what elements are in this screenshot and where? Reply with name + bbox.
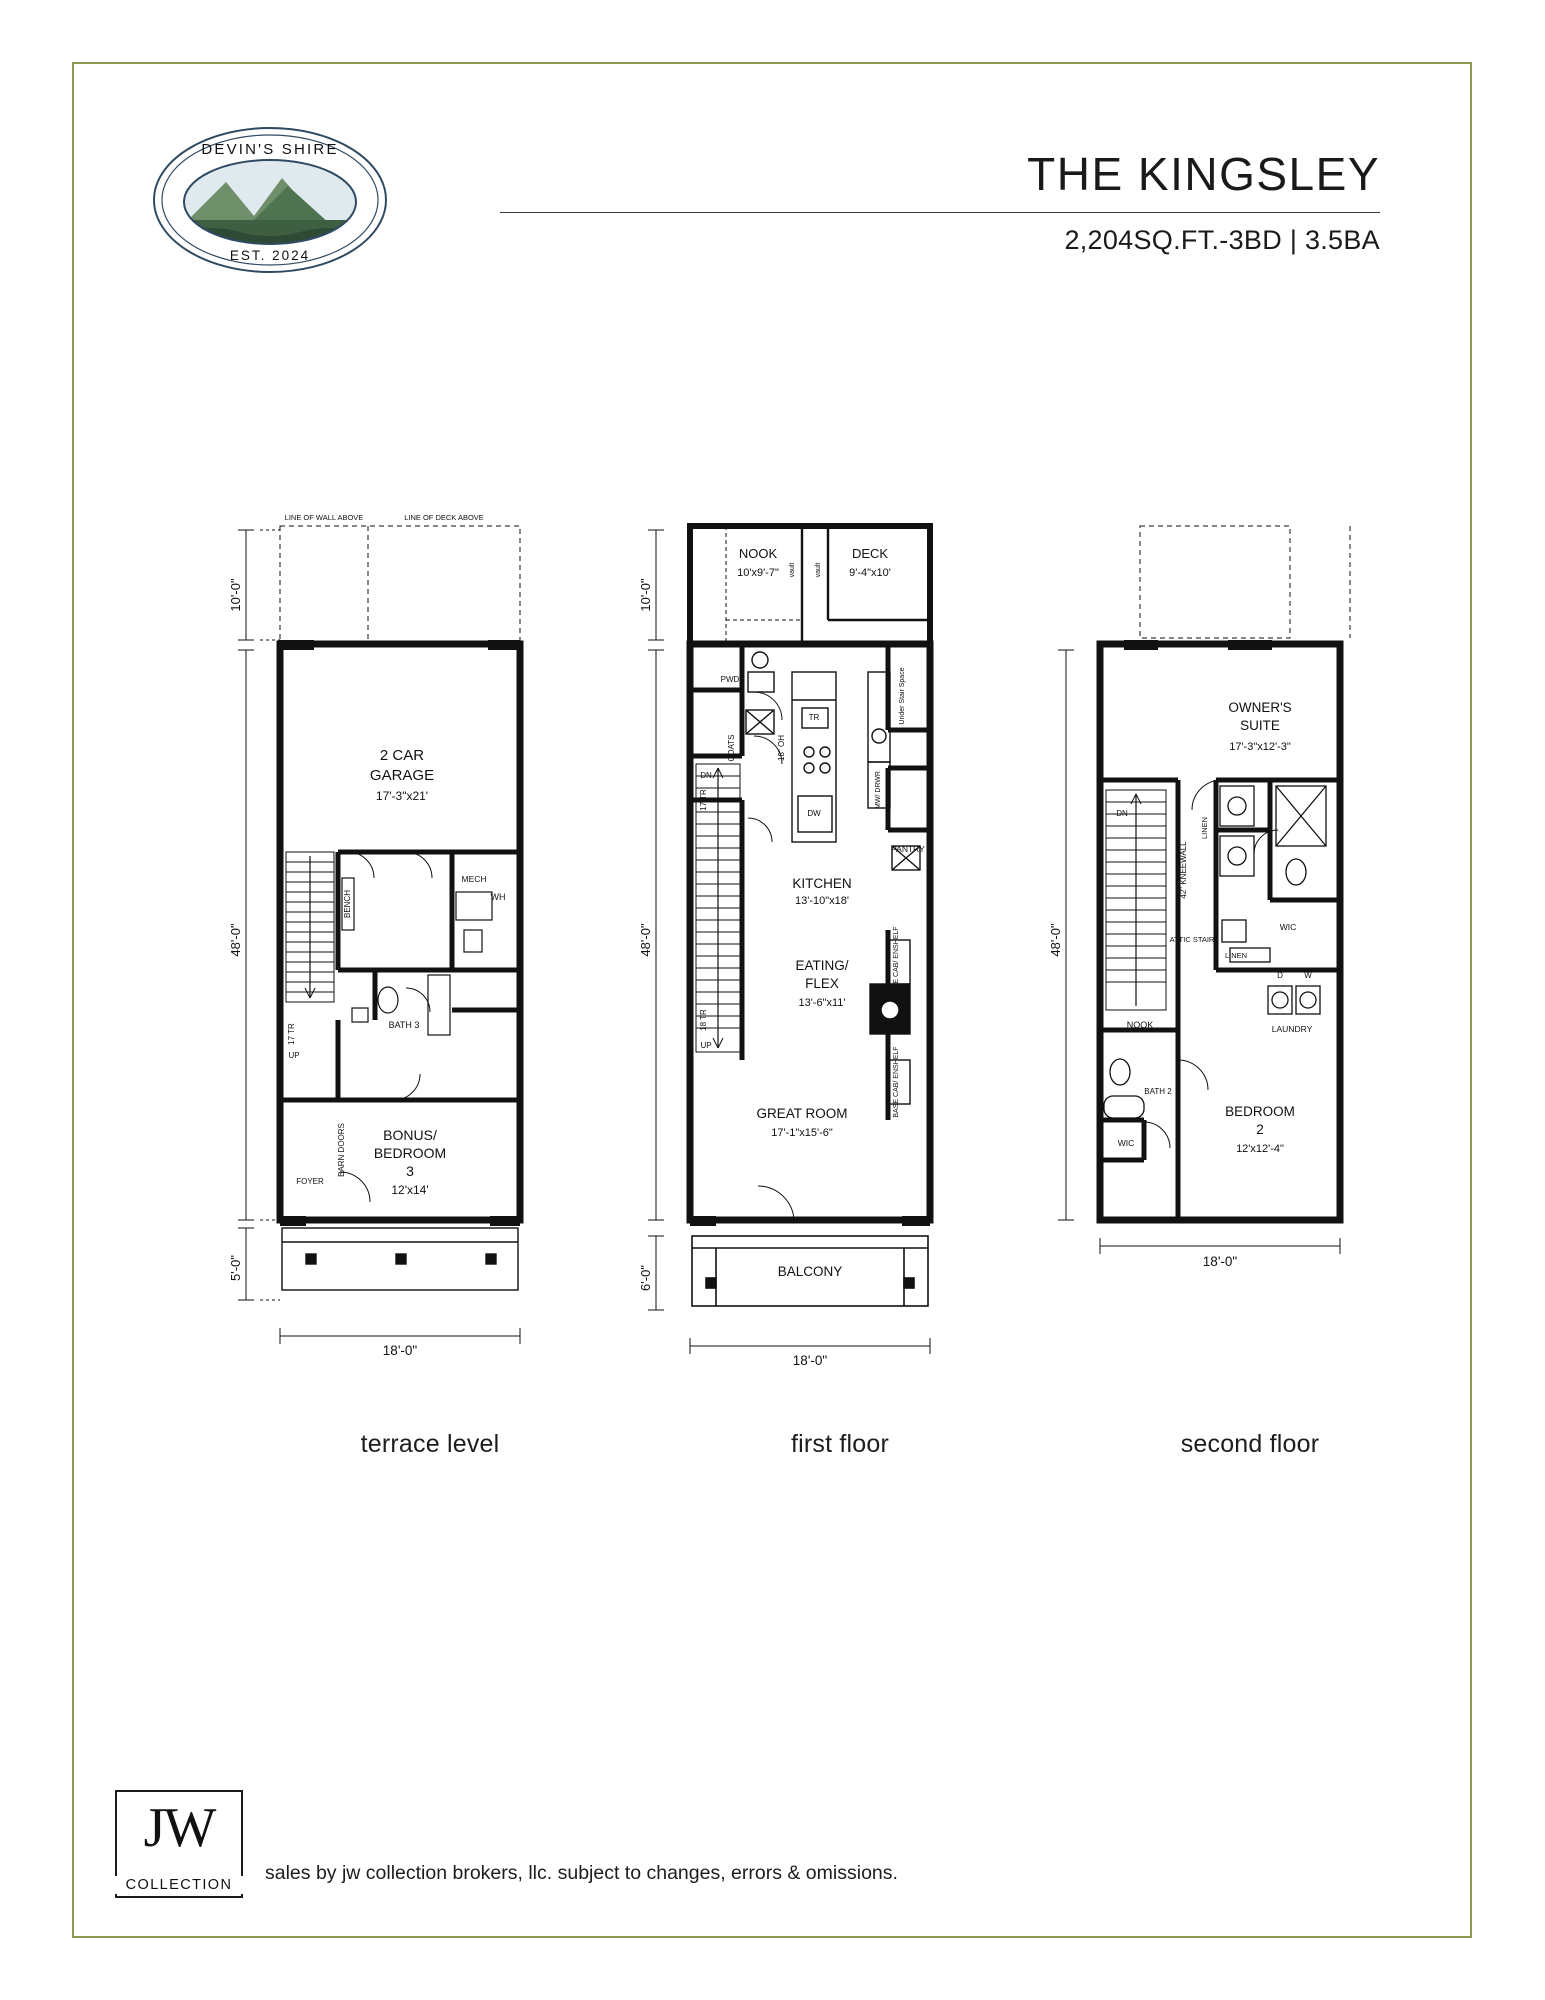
dim-top-left: 10'-0" [638, 578, 653, 612]
floorplan-first-floor [630, 500, 1050, 1500]
note-line-of-wall-above: LINE OF WALL ABOVE [284, 513, 364, 522]
label-mw-drwr: MW/ DRWR [875, 771, 882, 809]
note-line-of-deck-above: LINE OF DECK ABOVE [404, 513, 484, 522]
dim-bottom: 18'-0" [792, 1353, 828, 1368]
label-vault-right: vault [815, 562, 822, 578]
caption-terrace-level: terrace level [360, 1430, 500, 1458]
label-bath-2-line1: BATH 2 [1144, 1087, 1172, 1096]
devins-shire-logo [150, 120, 390, 280]
title-block [500, 150, 1380, 256]
label-dryer: D [1277, 971, 1283, 980]
label-pwd: PWD [720, 675, 740, 684]
disclaimer-text: sales by jw collection brokers, llc. subject to changes, errors & omissions. [265, 1862, 898, 1884]
label-base-cab-upper: BASE CAB/ ENSHELF [893, 926, 900, 998]
label-dn: DN [1116, 809, 1128, 818]
room-eating-size: 13'-6"x11' [798, 997, 846, 1009]
room-balcony-name: BALCONY [777, 1264, 843, 1279]
label-laundry: LAUNDRY [1271, 1024, 1313, 1034]
caption-second-floor: second floor [1180, 1430, 1320, 1458]
label-wh: WH [490, 892, 506, 902]
page-subtitle: 2,204SQ.FT.-3BD | 3.5BA [1064, 225, 1380, 256]
title-divider [500, 212, 1380, 213]
dim-top-left: 10'-0" [228, 578, 243, 612]
logo-title-text: DEVIN'S SHIRE [201, 141, 339, 158]
room-bedroom2-size: 12'x12'-4" [1236, 1143, 1284, 1155]
room-bonus-size: 12'x14' [391, 1183, 429, 1197]
label-washer: W [1304, 971, 1312, 980]
room-kitchen-name: KITCHEN [792, 876, 852, 891]
label-pantry: PANTRY [891, 844, 925, 854]
label-linen-upper: LINEN [1200, 816, 1209, 840]
room-nook-size: 10'x9'-7" [737, 567, 779, 579]
room-garage-size: 17'-3"x21' [375, 789, 429, 803]
room-deck-name: DECK [851, 546, 889, 561]
label-up: UP [288, 1051, 300, 1060]
room-bedroom2-line1: BEDROOM [1225, 1104, 1295, 1119]
logo-graphic [150, 120, 390, 280]
label-17-tr: 17 TR [699, 789, 708, 811]
page-title: THE KINGSLEY [1027, 148, 1380, 200]
jw-logo-word: COLLECTION [115, 1876, 243, 1894]
label-base-cab-lower: BASE CAB/ ENSHELF [893, 1046, 900, 1118]
label-vault-left: vault [789, 562, 796, 578]
floorplan-group [110, 500, 1440, 1500]
room-eating-line1: EATING/ [795, 958, 849, 973]
room-owners-size: 17'-3"x12'-3" [1229, 741, 1291, 753]
room-owners-line2: SUITE [1240, 718, 1280, 733]
room-bonus-line2: BEDROOM [373, 1145, 447, 1161]
caption-first-floor: first floor [790, 1430, 890, 1458]
room-deck-size: 9'-4"x10' [849, 567, 891, 579]
label-17-tr: 17 TR [287, 1023, 296, 1045]
dim-mid-left: 48'-0" [638, 923, 653, 957]
room-garage-line2: GARAGE [369, 767, 435, 784]
room-nook-name: NOOK [738, 546, 778, 561]
label-wic-owner: WIC [1279, 922, 1297, 932]
floorplan-terrace-level [220, 500, 640, 1500]
dim-bottom: 18'-0" [382, 1343, 418, 1358]
label-barn-doors: BARN DOORS [337, 1123, 346, 1177]
label-linen-lower: LINEN [1224, 951, 1248, 960]
jw-collection-logo [115, 1790, 243, 1898]
label-kneewall: 42" KNEEWALL [1179, 841, 1188, 899]
label-foyer: FOYER [296, 1177, 324, 1186]
footer [115, 1790, 1435, 1900]
jw-logo-letters: JW [143, 1797, 215, 1859]
label-under-stair-space: Under Stair Space [899, 667, 906, 725]
label-wic-bedroom2: WIC [1117, 1138, 1135, 1148]
label-mech: MECH [461, 874, 487, 884]
room-owners-line1: OWNER'S [1228, 700, 1292, 715]
room-great-name: GREAT ROOM [756, 1106, 848, 1121]
label-attic-stair: ATTIC STAIR [1169, 935, 1215, 944]
label-18-tr: 18 TR [699, 1009, 708, 1031]
first-floor-drawing [630, 500, 1050, 1420]
label-up: UP [700, 1041, 712, 1050]
dim-mid-left: 48'-0" [1048, 923, 1063, 957]
dim-bottom-left: 5'-0" [228, 1255, 243, 1281]
label-tr: TR [808, 713, 820, 722]
room-bedroom2-line2: 2 [1256, 1122, 1264, 1137]
room-kitchen-size: 13'-10"x18' [795, 895, 849, 907]
dim-bottom-left: 6'-0" [638, 1265, 653, 1291]
label-dn: DN [700, 771, 712, 780]
dim-mid-left: 48'-0" [228, 923, 243, 957]
second-floor-drawing [1040, 500, 1460, 1420]
label-coats: COATS [727, 734, 736, 762]
room-bonus-line1: BONUS/ [383, 1127, 437, 1143]
dim-bottom: 18'-0" [1202, 1254, 1238, 1269]
room-garage-line1: 2 CAR [379, 747, 425, 764]
label-nook: NOOK [1126, 1020, 1154, 1030]
room-eating-line2: FLEX [805, 976, 839, 991]
label-dw: DW [807, 809, 821, 818]
floorplan-second-floor [1040, 500, 1460, 1500]
logo-est-text: EST. 2024 [229, 248, 311, 263]
label-bath-3: BATH 3 [388, 1020, 420, 1030]
terrace-level-drawing [220, 500, 640, 1420]
room-bonus-line3: 3 [406, 1163, 414, 1179]
room-great-size: 17'-1"x15'-6" [771, 1127, 833, 1139]
label-bench: BENCH [343, 889, 352, 919]
label-18-oh: 18" OH [777, 735, 786, 761]
